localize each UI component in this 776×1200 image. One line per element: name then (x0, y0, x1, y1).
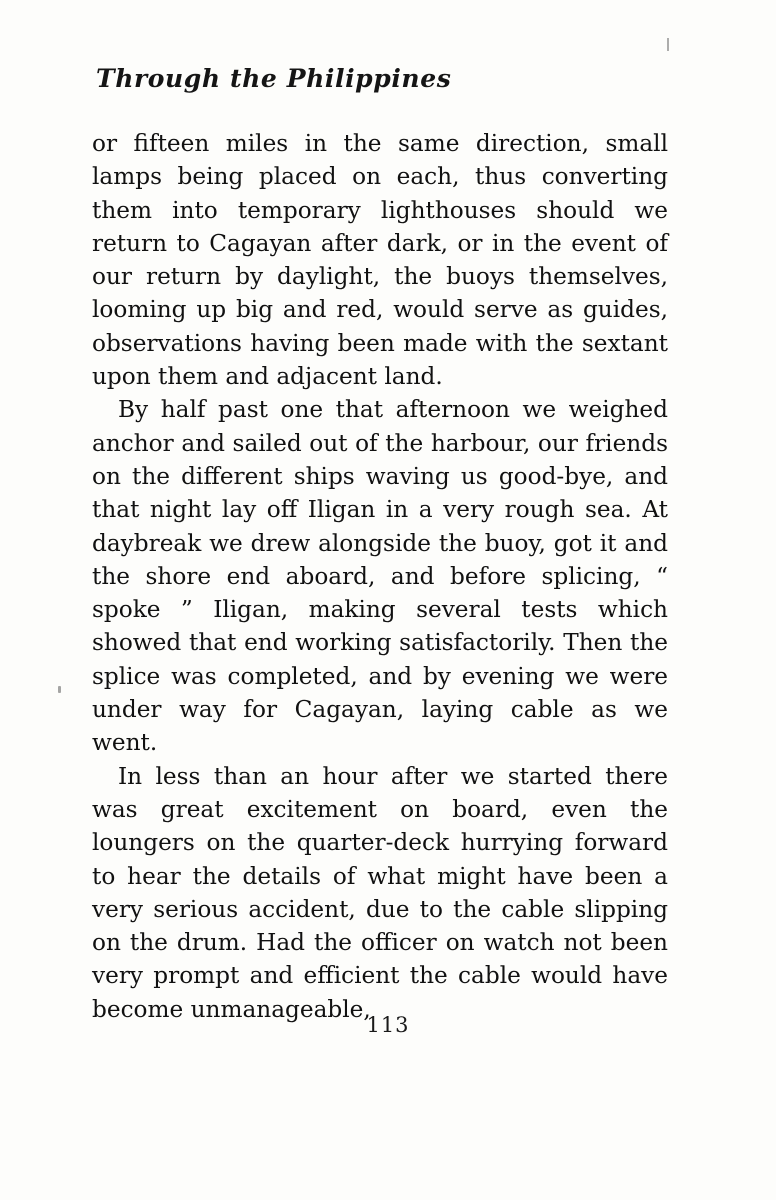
running-head: Through the Philippines (96, 64, 452, 93)
page-content (92, 64, 668, 1026)
body-text (92, 127, 668, 1026)
scan-speck-left (58, 686, 61, 693)
paragraph: In less than an hour after we started there was great excitement on board, even the loungers on the quarter-deck hurrying forward to hear the details of what might have been a very serious accident, due to the cable slipping on the drum. Had the officer on watch not been very prompt and efficient the cable would have become unmanageable, (92, 762, 668, 1023)
paragraph: By half past one that afternoon we weighed anchor and sailed out of the harbour, our friends on the different ships waving us good-bye, and that night lay off Iligan in a very rough sea. At daybreak we drew alongside the buoy, got it and the shore end aboard, and before splicing, “ spoke ” Iligan, making several tests which showed that end working satisfactorily. Then the splice was completed, and by evening we were under way for Cagayan, laying cable as we went. (92, 396, 668, 757)
paragraph: or fifteen miles in the same direction, small lamps being placed on each, thus converting them into temporary lighthouses should we return to Cagayan after dark, or in the event of our return by daylight, the buoys themselves, looming up big and red, would serve as guides, observations having been made with the sextant upon them and adjacent land. (92, 130, 668, 391)
page-number: 113 (366, 1013, 410, 1037)
scan-speck-top (667, 38, 669, 51)
